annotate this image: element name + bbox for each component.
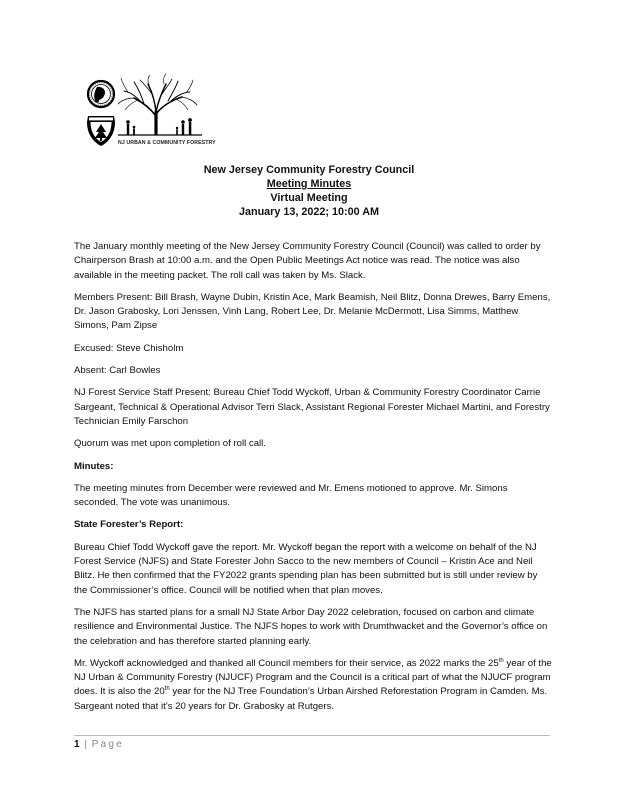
forester-report-heading: State Forester’s Report: [74, 519, 184, 531]
forester-paragraph-3 [74, 657, 552, 714]
tree-icon [118, 74, 197, 134]
page-number: 1 [74, 739, 80, 750]
doc-type-title: Meeting Minutes [266, 178, 352, 190]
forester-p3-part-a: Mr. Wyckoff acknowledged and thanked all Council members for their service, as 2022 marks the 25 [74, 657, 499, 669]
forester-paragraph-2: The NJFS has started plans for a small NJ State Arbor Day 2022 celebration, focused on carbon and climate resilience and Environmental Justice. The NJFS hopes to work with Drumthwacket and the Governor’s office on the celebration and has therefore started planning early. [74, 606, 548, 647]
forester-p3-part-b: year of the NJ Urban & Community Forestry (NJUCF) Program and the Council is a critical part of what the NJUCF program does. It is also the 20 [74, 657, 552, 698]
document-title-block [0, 163, 618, 219]
footer-separator: | [84, 739, 87, 750]
nj-forestry-logo [78, 72, 208, 160]
members-present: Members Present: Bill Brash, Wayne Dubin, Kristin Ace, Mark Beamish, Neil Blitz, Donna Drewes, Barry Emens, Dr. Jason Grabosky, Lori Jenssen, Vinh Lang, Robert Lee, Dr. Melanie McDermott, Lisa Simms, Matthew Simons, Pam Zipse [74, 291, 551, 332]
minutes-heading: Minutes: [74, 460, 114, 472]
forester-p3-part-c: year for the NJ Tree Foundation’s Urban Airshed Reforestation Program in Camden. Ms. Sargeant noted that it’s 20 years for Dr. Grabosky at Rutgers. [74, 686, 548, 712]
intro-paragraph: The January monthly meeting of the New Jersey Community Forestry Council (Council) was called to order by Chairperson Brash at 10:00 a.m. and the Open Public Meetings Act notice was read. The notice was also available in the meeting packet. The roll call was taken by Ms. Slack. [74, 241, 541, 281]
quorum-note: Quorum was met upon completion of roll call. [74, 438, 266, 450]
org-title: New Jersey Community Forestry Council [203, 164, 415, 176]
minutes-paragraph: The meeting minutes from December were reviewed and Mr. Emens motioned to approve. Mr. Simons seconded. The vote was unanimous. [74, 482, 508, 509]
page-label: Page [91, 739, 124, 750]
logo-graphic [78, 72, 208, 160]
footer-divider [74, 735, 550, 736]
forest-service-shield-icon [87, 116, 115, 146]
staff-present: NJ Forest Service Staff Present: Bureau Chief Todd Wyckoff, Urban & Community Forestry Coordinator Carrie Sargeant, Technical & Operational Advisor Terri Slack, Assistant Regional Forester Michael Martini, and Forestry Technician Emily Farschon [74, 387, 550, 427]
ordinal-suffix: th [498, 657, 504, 664]
people-icon [126, 118, 192, 135]
meeting-date: January 13, 2022; 10:00 AM [238, 206, 380, 218]
absent-members: Absent: Carl Bowles [74, 365, 161, 377]
forester-paragraph-1: Bureau Chief Todd Wyckoff gave the report. Mr. Wyckoff began the report with a welcome on behalf of the NJ Forest Service (NJFS) and State Forester John Sacco to the new members of Council – Kristin Ace and Neil Blitz. He then confirmed that the FY2022 grants spending plan has been submitted but is still under review by the Commissioner’s office. Council will be notified when that plan moves. [74, 541, 538, 596]
excused-members: Excused: Steve Chisholm [74, 342, 184, 354]
meeting-type: Virtual Meeting [270, 192, 348, 204]
document-body [74, 240, 552, 722]
ordinal-suffix: th [164, 686, 170, 693]
page-footer [74, 739, 124, 750]
dep-seal-icon [88, 81, 114, 107]
logo-caption: NJ URBAN & COMMUNITY FORESTRY [118, 140, 216, 146]
